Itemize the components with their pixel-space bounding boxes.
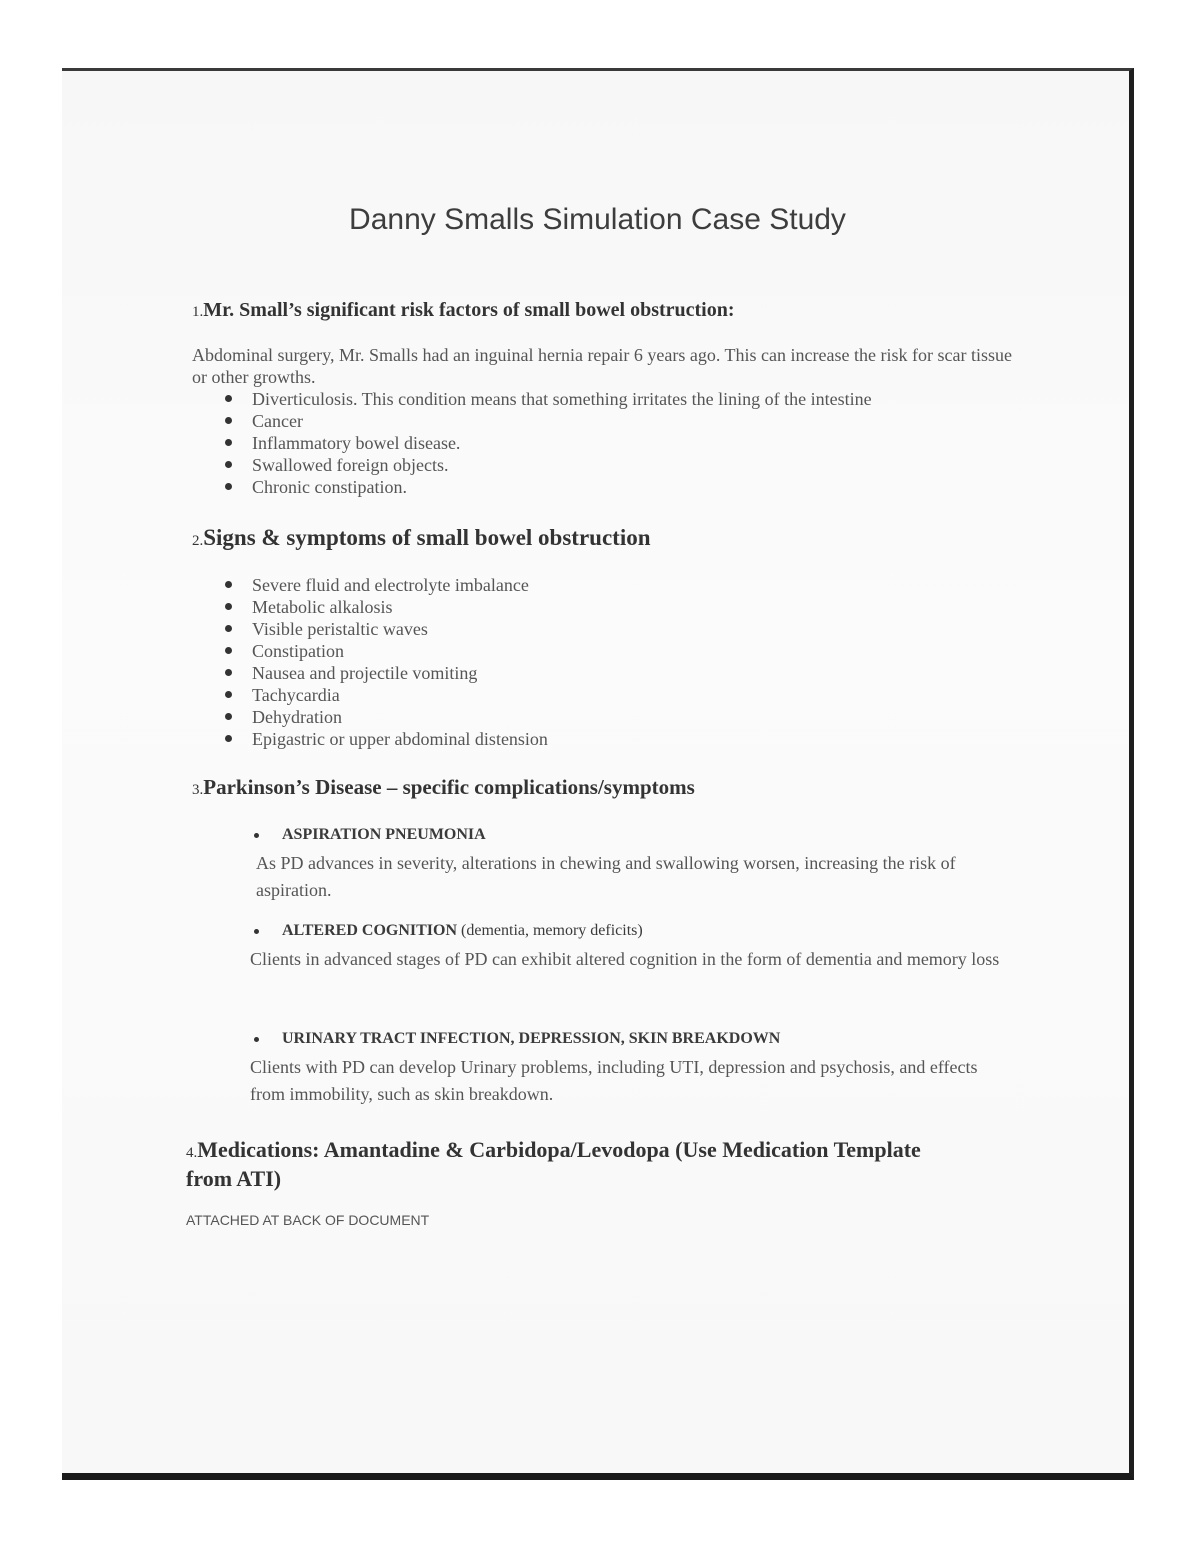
complication-description: Clients in advanced stages of PD can exhibit altered cognition in the form of dementia and memory loss bbox=[250, 949, 1000, 969]
complication-description: As PD advances in severity, alterations in chewing and swallowing worsen, increasing the risk of aspiration. bbox=[256, 853, 956, 900]
bullet-icon bbox=[225, 417, 232, 424]
list-item: Epigastric or upper abdominal distension bbox=[222, 728, 548, 750]
list-item: Constipation bbox=[222, 640, 548, 662]
bullet-icon bbox=[225, 713, 232, 720]
section-3-number: 3. bbox=[192, 782, 204, 798]
bullet-icon bbox=[225, 483, 232, 490]
bullet-icon bbox=[225, 603, 232, 610]
complication-description: Clients with PD can develop Urinary problems, including UTI, depression and psychosis, and effects from immobility, such as skin breakdown. bbox=[250, 1057, 978, 1104]
section-2-heading bbox=[192, 525, 651, 551]
complication-cognition bbox=[250, 920, 1010, 973]
list-item: Tachycardia bbox=[222, 684, 548, 706]
section-1-heading-text: Mr. Small’s significant risk factors of small bowel obstruction: bbox=[203, 299, 735, 321]
list-item: Cancer bbox=[222, 410, 872, 432]
list-item: Diverticulosis. This condition means that something irritates the lining of the intestine bbox=[222, 388, 872, 410]
list-item: Swallowed foreign objects. bbox=[222, 454, 872, 476]
section-4-number: 4. bbox=[186, 1145, 198, 1161]
bullet-icon bbox=[225, 735, 232, 742]
list-item: Severe fluid and electrolyte imbalance bbox=[222, 574, 548, 596]
bullet-icon bbox=[225, 691, 232, 698]
attached-note: ATTACHED AT BACK OF DOCUMENT bbox=[186, 1212, 430, 1228]
complication-note: (dementia, memory deficits) bbox=[461, 922, 643, 939]
list-item: Visible peristaltic waves bbox=[222, 618, 548, 640]
complication-uti bbox=[250, 1028, 1010, 1108]
list-item: Inflammatory bowel disease. bbox=[222, 432, 872, 454]
bullet-icon bbox=[225, 625, 232, 632]
complication-aspiration bbox=[250, 824, 1010, 904]
bullet-icon bbox=[225, 581, 232, 588]
list-item: Dehydration bbox=[222, 706, 548, 728]
bullet-icon bbox=[225, 439, 232, 446]
list-item: Metabolic alkalosis bbox=[222, 596, 548, 618]
bullet-icon bbox=[254, 1037, 259, 1042]
list-item: Chronic constipation. bbox=[222, 476, 872, 498]
section-3-heading bbox=[192, 775, 695, 800]
bullet-icon bbox=[225, 647, 232, 654]
section-4-heading bbox=[186, 1137, 946, 1191]
bullet-icon bbox=[254, 833, 259, 838]
section-1-heading bbox=[192, 299, 735, 322]
section-3-heading-text: Parkinson’s Disease – specific complications/symptoms bbox=[203, 775, 695, 799]
section-4-heading-text: Medications: Amantadine & Carbidopa/Levodopa (Use Medication Template from ATI) bbox=[186, 1137, 921, 1191]
symptom-list bbox=[222, 574, 548, 750]
section-1-number: 1. bbox=[192, 304, 204, 320]
risk-factor-list bbox=[222, 388, 872, 498]
complication-title: URINARY TRACT INFECTION, DEPRESSION, SKIN BREAKDOWN bbox=[250, 1028, 1010, 1050]
document-page bbox=[62, 68, 1134, 1480]
bullet-icon bbox=[225, 461, 232, 468]
complication-title: ALTERED COGNITION (dementia, memory deficits) bbox=[250, 920, 1010, 942]
section-1-intro: Abdominal surgery, Mr. Smalls had an inguinal hernia repair 6 years ago. This can increase the risk for scar tissue or other growths. bbox=[192, 345, 1012, 387]
bullet-icon bbox=[254, 929, 259, 934]
section-2-heading-text: Signs & symptoms of small bowel obstruction bbox=[203, 525, 651, 550]
bullet-icon bbox=[225, 395, 232, 402]
list-item: Nausea and projectile vomiting bbox=[222, 662, 548, 684]
page-title: Danny Smalls Simulation Case Study bbox=[349, 203, 846, 236]
complication-title: ASPIRATION PNEUMONIA bbox=[250, 824, 1010, 846]
bullet-icon bbox=[225, 669, 232, 676]
section-2-number: 2. bbox=[192, 533, 204, 549]
